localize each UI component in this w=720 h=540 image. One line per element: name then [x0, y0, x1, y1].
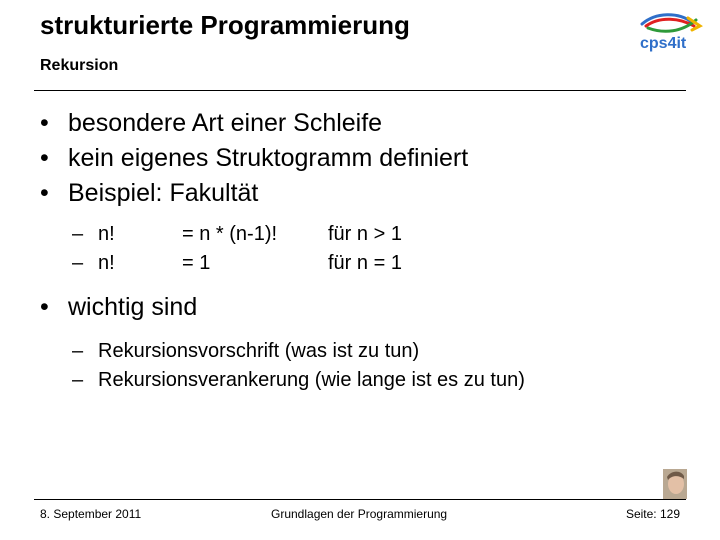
fish-logo-icon	[642, 15, 700, 32]
dash-marker: –	[72, 340, 84, 362]
bullet-marker: •	[40, 144, 49, 172]
bullet-item	[40, 176, 690, 211]
sub-item	[40, 366, 690, 395]
sub-item	[40, 337, 690, 366]
factorial-lhs: n!	[98, 252, 115, 274]
factorial-rhs: = 1	[182, 252, 211, 274]
sub-item-text: Rekursionsverankerung (wie lange ist es zu tun)	[98, 369, 525, 391]
factorial-rhs: = n * (n-1)!	[182, 223, 278, 245]
bullet-text: Beispiel: Fakultät	[68, 179, 259, 207]
bullet-marker: •	[40, 179, 49, 207]
dash-marker: –	[72, 252, 84, 274]
bullet-text: besondere Art einer Schleife	[68, 109, 383, 137]
bullet-text: kein eigenes Struktogramm definiert	[68, 144, 469, 172]
bullet-text: wichtig sind	[68, 293, 198, 321]
author-photo-icon	[663, 469, 687, 499]
header-rule	[34, 90, 686, 91]
footer-title: Grundlagen der Programmierung	[271, 507, 448, 521]
bullet-marker: •	[40, 109, 49, 137]
factorial-condition: für n > 1	[328, 223, 402, 245]
dash-marker: –	[72, 369, 84, 391]
footer-page-number: Seite: 129	[625, 507, 680, 521]
cps4it-logo	[636, 8, 706, 52]
factorial-row	[40, 220, 690, 249]
footer-date: 8. September 2011	[40, 507, 142, 521]
logo-text: cps4it	[640, 35, 687, 52]
factorial-definition	[40, 220, 690, 278]
sub-list	[40, 337, 690, 395]
slide-subtitle: Rekursion	[40, 57, 119, 74]
sub-item-text: Rekursionsvorschrift (was ist zu tun)	[98, 340, 420, 362]
footer-rule	[34, 499, 686, 500]
bullet-item	[40, 106, 690, 141]
bullet-item	[40, 141, 690, 176]
slide-title: strukturierte Programmierung	[40, 10, 410, 40]
bullet-item	[40, 290, 690, 325]
bullet-marker: •	[40, 293, 49, 321]
dash-marker: –	[72, 223, 84, 245]
slide-body	[40, 106, 690, 395]
factorial-row	[40, 249, 690, 278]
factorial-condition: für n = 1	[328, 252, 402, 274]
factorial-lhs: n!	[98, 223, 115, 245]
